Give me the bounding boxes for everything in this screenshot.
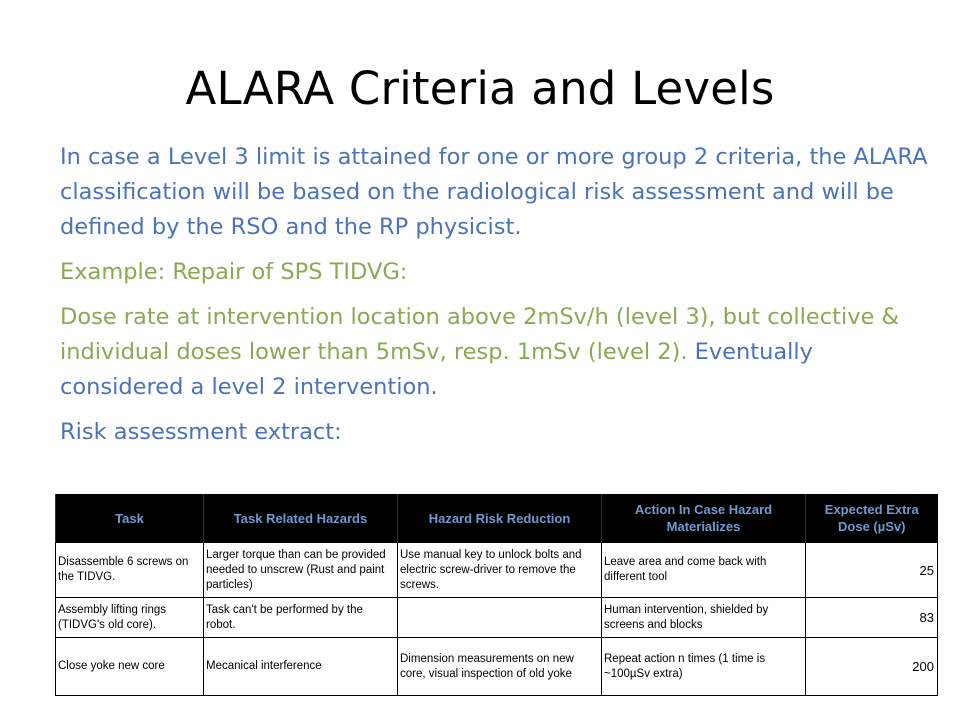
cell-reduction: Dimension measurements on new core, visual inspection of old yoke	[398, 638, 602, 696]
dose-rate-text: Dose rate at intervention location above 2mSv/h (level 3), but collective & individual doses lower than 5mSv, resp. 1mSv (level 2).	[60, 304, 900, 365]
cell-dose: 25	[806, 543, 938, 598]
conclusion-text: Eventually considered a level 2 intervention.	[60, 339, 813, 400]
cell-hazards: Task can't be performed by the robot.	[204, 598, 398, 638]
table-header-row	[56, 494, 938, 543]
header-dose: Expected Extra Dose (µSv)	[806, 494, 938, 543]
example-heading: Example: Repair of SPS TIDVG:	[60, 259, 408, 285]
risk-assessment-table	[55, 494, 938, 696]
table-row	[56, 638, 938, 696]
cell-reduction	[398, 598, 602, 638]
cell-hazards: Mecanical interference	[204, 638, 398, 696]
extract-heading: Risk assessment extract:	[60, 419, 342, 445]
header-reduction: Hazard Risk Reduction	[398, 494, 602, 543]
header-hazards: Task Related Hazards	[204, 494, 398, 543]
cell-hazards: Larger torque than can be provided needed to unscrew (Rust and paint particles)	[204, 543, 398, 598]
dose-rate-paragraph	[60, 300, 930, 405]
cell-dose: 200	[806, 638, 938, 696]
intro-paragraph: In case a Level 3 limit is attained for one or more group 2 criteria, the ALARA classification will be based on the radiological risk assessment and will be defined by the RSO and the RP physicist.	[60, 144, 928, 240]
cell-task: Assembly lifting rings (TIDVG's old core).	[56, 598, 204, 638]
cell-action: Leave area and come back with different tool	[602, 543, 806, 598]
slide-title: ALARA Criteria and Levels	[185, 62, 775, 115]
cell-task: Disassemble 6 screws on the TIDVG.	[56, 543, 204, 598]
cell-action: Repeat action n times (1 time is ~100µSv extra)	[602, 638, 806, 696]
cell-action: Human intervention, shielded by screens and blocks	[602, 598, 806, 638]
cell-reduction: Use manual key to unlock bolts and electric screw-driver to remove the screws.	[398, 543, 602, 598]
cell-task: Close yoke new core	[56, 638, 204, 696]
header-action: Action In Case Hazard Materializes	[602, 494, 806, 543]
table-row	[56, 543, 938, 598]
cell-dose: 83	[806, 598, 938, 638]
header-task: Task	[56, 494, 204, 543]
table-row	[56, 598, 938, 638]
slide-body	[60, 140, 930, 460]
